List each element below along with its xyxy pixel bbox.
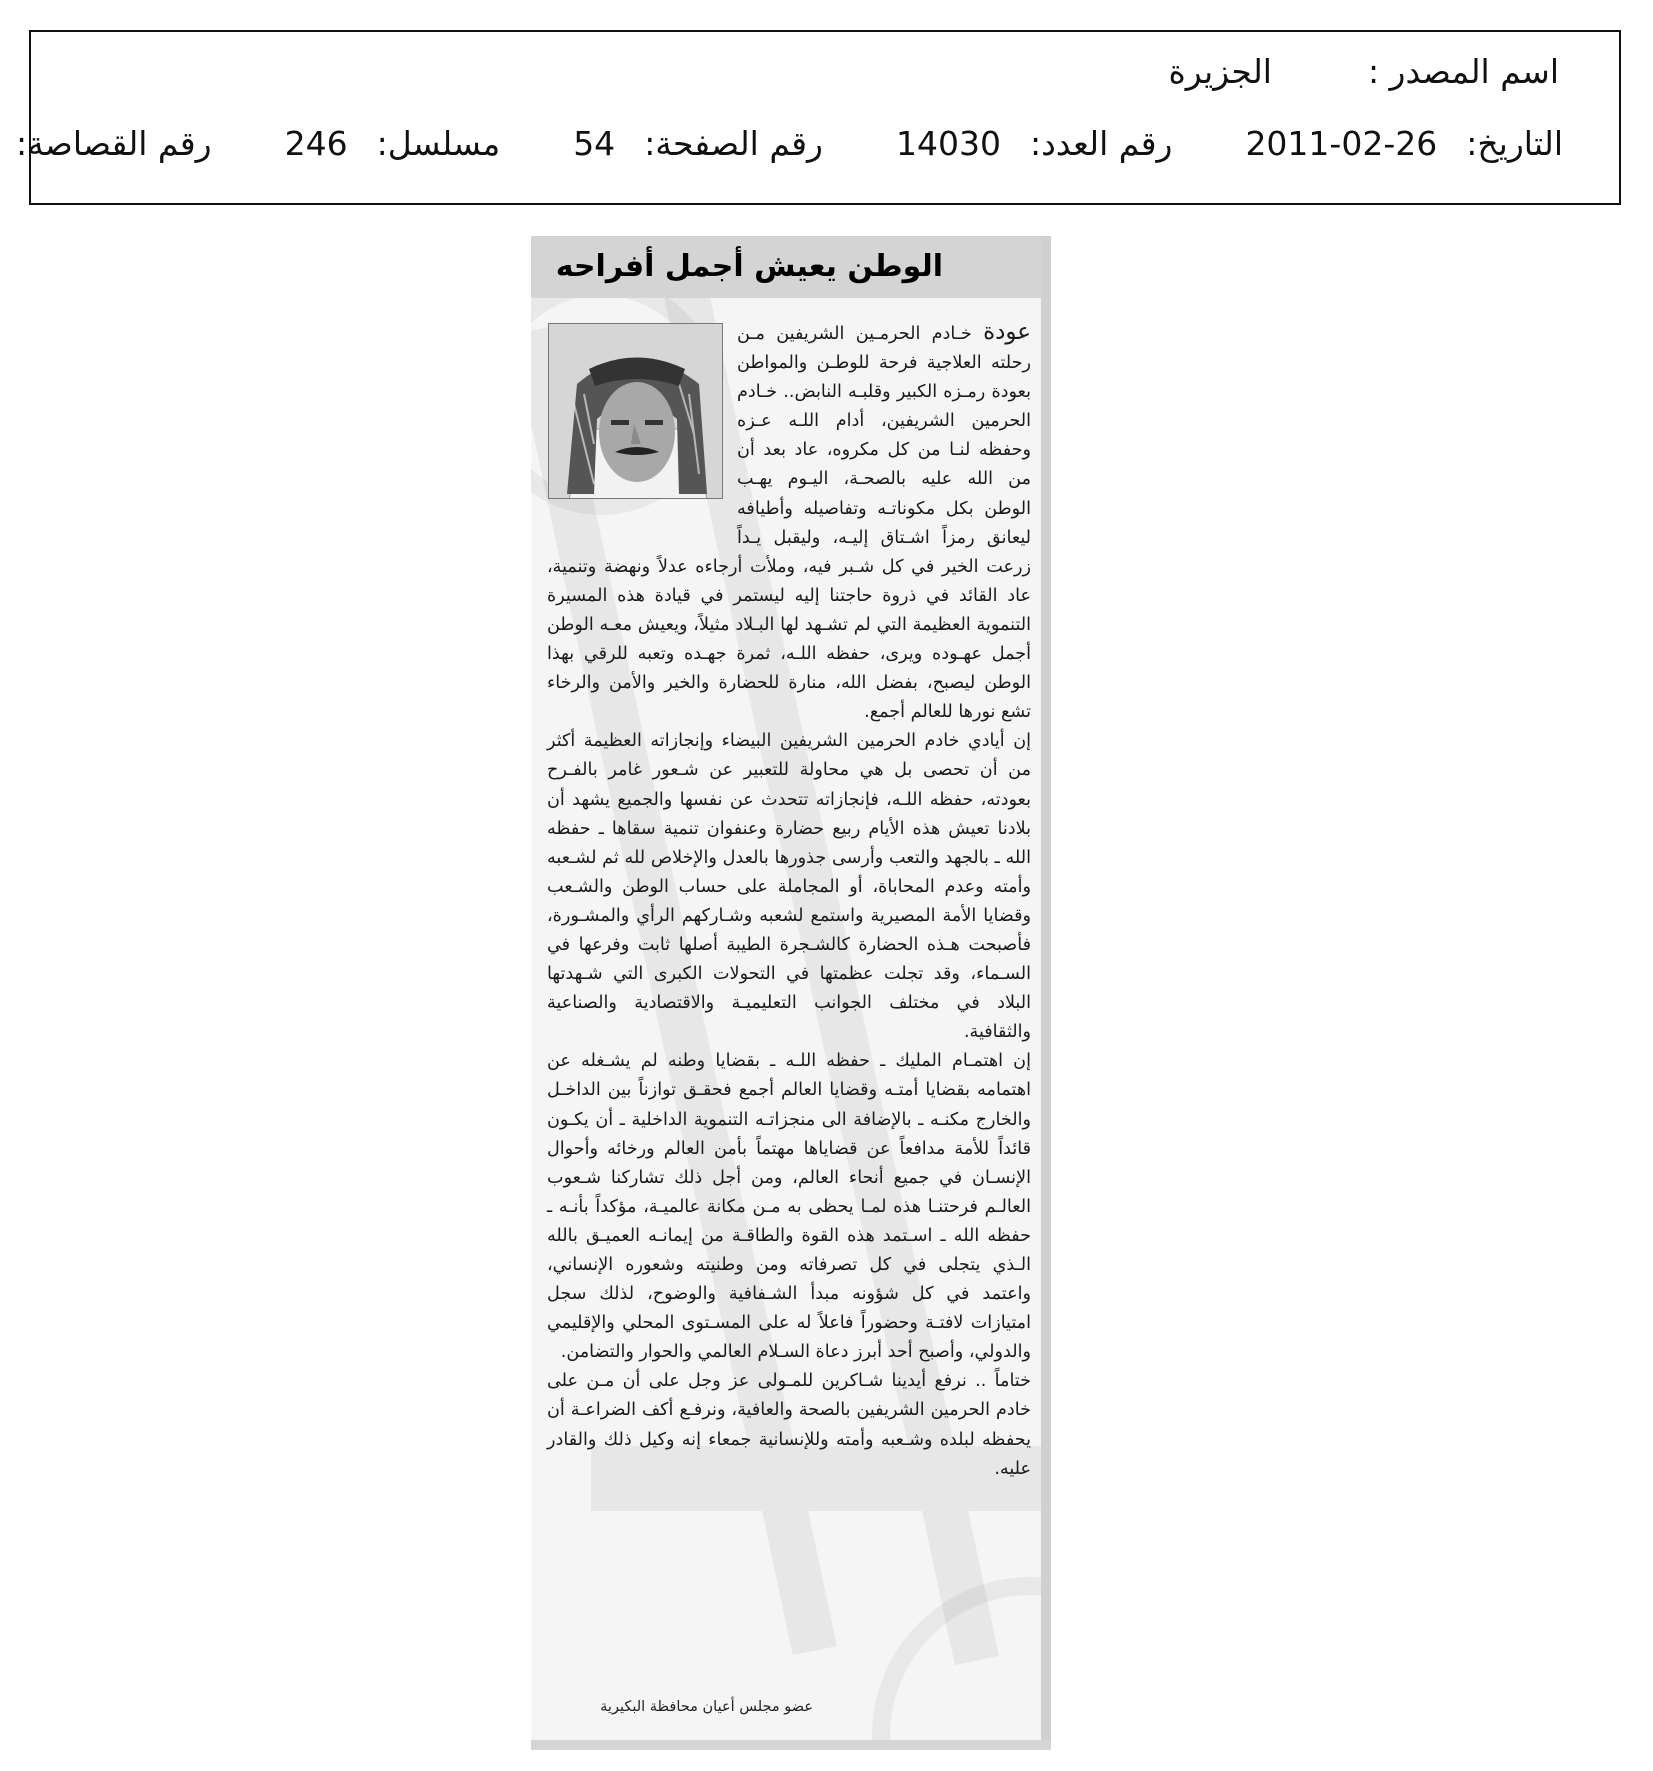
paragraph-3: إن اهتمـام المليك ـ حفظه اللـه ـ بقضايا وطنه لم يشـغله عن اهتمامه بقضايا أمتـه وقضايا العالم أجمع فحقـق توازناً بين الداخـل والخارج مكنـه ـ بالإضافة الى منجزاتـه التنموية الداخلية ـ أن يكـون قائداً للأمة مدافعاً عن قضاياها مهتماً بأمن العالم ورخائه وأحوال الإنسـان في جميع أنحاء العالم، ومن أجل ذلك تشاركنا شـعوب العالـم فرحتنـا هذه لمـا يحظى به مـن مكانة عالميـة، مؤكداً بأنـه ـ حفظه الله ـ اسـتمد هذه القوة والطاقـة من إيمانـه العميـق بالله الـذي يتجلى في كل تصرفاته ومن وطنيته وشعوره الإنساني، واعتمد في كل شؤونه مبدأ الشـفافية والوضوح، لذلك سجل امتيازات لافتـة وحضوراً فاعلاً له على المسـتوى المحلي والإقليمي والدولي، وأصبح أحد أبرز دعاة السـلام العالمي والحوار والتضامن. [547, 1051, 1031, 1363]
paragraph-4: ختاماً .. نرفع أيدينا شـاكرين للمـولى عز وجل على أن مـن على خادم الحرمين الشريفين بالصحة والعافية، ونرفـع أكف الضراعـة أن يحفظه لبلده وشـعبه وأمته وللإنسانية جمعاء إنه وكيل ذلك والقادر عليه. [547, 1371, 1031, 1479]
author-title: عضو مجلس أعيان محافظة البكيرية [600, 1699, 813, 1715]
serial-value: 246 [284, 124, 348, 163]
lead-word: عودة [983, 319, 1031, 345]
paragraph-2: إن أيادي خادم الحرمين الشريفين البيضاء وإنجازاته العظيمة أكثر من أن تحصى بل هي محاولة للتعبير عن شـعور غامر بالفـرح بعودته، حفظه اللـه، فإنجازاته تتحدث عن نفسها والجميع يشهد أن بلادنا تعيش هذه الأيام ربيع حضارة وعنفوان تنمية سقاها ـ حفظه الله ـ بالجهد والتعب وأرسى جذورها بالعدل والإخلاص لله ثم لشـعبه وأمته وعدم المحاباة، أو المجاملة على حساب الوطن والشـعب وقضايا الأمة المصيرية واستمع لشعبه وشـاركهم الرأي والمشـورة، فأصبحت هـذه الحضارة كالشـجرة الطيبة أصلها ثابت وفرعها في السـماء، وقد تجلت عظمتها في التحولات الكبرى التي شـهدتها البلاد في مختلف الجوانب التعليميـة والاقتصادية والصناعية والثقافية. [547, 731, 1031, 1043]
serial-label: مسلسل: [376, 124, 501, 163]
article-body [547, 318, 1031, 1484]
issue-label: رقم العدد: [1029, 124, 1173, 163]
page-value: 54 [573, 124, 616, 163]
clipping-bottom-edge [531, 1740, 1051, 1750]
newspaper-clipping [531, 236, 1051, 1750]
date-label: التاريخ: [1466, 124, 1563, 163]
source-value: الجزيرة [1168, 52, 1272, 91]
clipping-right-edge [1041, 236, 1051, 1750]
article-headline: الوطن يعيش أجمل أفراحه [555, 249, 943, 284]
paragraph-1-text: خـادم الحرمـين الشريفين مـن رحلته العلاجية فرحة للوطـن والمواطن بعودة رمـزه الكبير وقلبـه النابض.. خـادم الحرمين الشريفين، أدام اللـه عـزه وحفظه لنـا من كل مكروه، عاد بعد أن من الله عليه بالصحـة، اليـوم يهـب الوطن بكل مكوناتـه وتفاصيله وأطيافه ليعانق رمزاً اشـتاق إليـه، وليقبل يـداً زرعت الخير في كل شـبر فيه، وملأت أرجاءه عدلاً ونهضة وتنمية، عاد القائد في ذروة حاجتنا إليه ليستمر في قيادة هذه المسيرة التنموية العظيمة التي لم تشـهد لها البـلاد مثيلاً، ويعيش معـه الوطن أجمل عهـوده ويرى، حفظه اللـه، ثمرة جهـده وتعبه للرقي بهذا الوطن ليصبح، بفضل الله، منارة للحضارة والخير والأمن والرخاء تشع نورها للعالم أجمع. [547, 324, 1031, 723]
clipping-metadata-box [16, 30, 1621, 205]
source-row [1169, 52, 1559, 91]
source-label: اسم المصدر : [1367, 52, 1559, 91]
photo-spacer [547, 318, 737, 524]
issue-value: 14030 [896, 124, 1001, 163]
clip-label: رقم القصاصة: [16, 124, 212, 163]
details-row [0, 124, 1563, 163]
date-value: 2011-02-26 [1245, 124, 1438, 163]
page-label: رقم الصفحة: [644, 124, 823, 163]
